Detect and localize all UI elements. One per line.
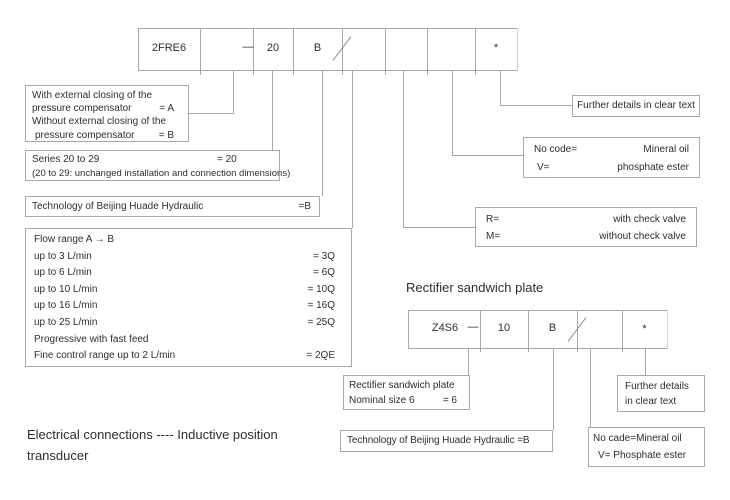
- rect-row-top-border: [408, 310, 667, 311]
- flow-label: up to 6 L/min: [34, 267, 92, 279]
- rect-oil-line: V= Phosphate ester: [598, 449, 687, 461]
- rect-plate-box: [343, 375, 470, 410]
- compensator-box: [25, 85, 189, 142]
- series-note: (20 to 29: unchanged installation and connection dimensions): [32, 168, 291, 179]
- main-row-top-border: [138, 28, 518, 29]
- main-code-tech-value: B: [313, 42, 322, 54]
- compensator-line: With external closing of the: [32, 90, 153, 101]
- connector-check-valve: [403, 227, 475, 228]
- flow-label: Progressive with fast feed: [34, 333, 149, 345]
- rect-plate-line: Rectifier sandwich plate: [349, 380, 455, 391]
- flow-code: = 10Q: [307, 283, 335, 295]
- flow-range-box: [25, 228, 352, 367]
- check-valve-box: [475, 207, 697, 247]
- rect-technology-text: Technology of Beijing Huade Hydraulic =B: [347, 435, 530, 446]
- flow-label: up to 10 L/min: [34, 283, 98, 295]
- rect-plate-line: Nominal size 6: [349, 395, 415, 406]
- connector-oil: [452, 71, 453, 155]
- connector-technology: [322, 71, 323, 196]
- connector-rect-details: [645, 349, 646, 375]
- flow-label: up to 16 L/min: [34, 300, 98, 312]
- connector-oil: [452, 155, 523, 156]
- main-code-separator: —: [242, 41, 254, 53]
- main-row-divider: [385, 28, 386, 75]
- rect-oil-line: No cade=Mineral oil: [593, 433, 682, 444]
- main-row-bottom-border: [138, 70, 518, 71]
- rect-row-divider: [577, 310, 578, 352]
- compensator-line: Without external closing of the: [32, 116, 166, 128]
- connector-rect-technology: [553, 349, 554, 430]
- compensator-code: = A: [159, 103, 174, 115]
- connector-check-valve: [403, 71, 404, 227]
- main-code-star: *: [493, 42, 499, 54]
- rect-oil-box: [588, 427, 705, 467]
- rect-code-star: *: [642, 323, 647, 335]
- flow-code: = 25Q: [307, 316, 335, 328]
- oil-code: V=: [537, 161, 550, 173]
- check-valve-code: M=: [486, 231, 501, 242]
- series-box: [25, 150, 291, 181]
- series-label: Series 20 to 29: [32, 154, 100, 165]
- check-valve-value: without check valve: [599, 231, 686, 242]
- main-row-divider: [200, 28, 201, 75]
- oil-type-box: [523, 137, 700, 178]
- further-details-box: [572, 95, 700, 117]
- flow-code: = 16Q: [307, 300, 335, 312]
- flow-code: = 6Q: [313, 267, 335, 279]
- technology-label: Technology of Beijing Huade Hydraulic: [32, 201, 204, 212]
- rect-code-separator: —: [467, 321, 479, 333]
- further-details-text: Further details in clear text: [577, 100, 695, 111]
- rectifier-section-title: Rectifier sandwich plate: [406, 280, 544, 295]
- rect-details-line: Further details: [625, 381, 689, 392]
- flow-label: up to 25 L/min: [34, 316, 98, 328]
- connector-rect-oil: [590, 349, 591, 427]
- electrical-connections-caption: [27, 424, 337, 466]
- check-valve-value: with check valve: [613, 214, 686, 225]
- main-code-model: 2FRE6: [151, 42, 187, 54]
- compensator-code: = B: [158, 129, 174, 141]
- rect-row-bottom-border: [408, 348, 667, 349]
- main-row-divider: [342, 28, 343, 75]
- flow-title: Flow range A → B: [34, 234, 115, 245]
- oil-code: No code=: [534, 144, 578, 155]
- rect-code-tech-value: B: [548, 322, 557, 334]
- connector-flow: [352, 71, 353, 228]
- connector-compensator: [233, 71, 234, 114]
- rect-details-line: in clear text: [625, 396, 677, 407]
- check-valve-code: R=: [486, 214, 500, 225]
- connector-compensator: [189, 113, 234, 114]
- series-code: = 20: [217, 154, 237, 165]
- technology-code: =B: [298, 201, 311, 212]
- compensator-line: pressure compensator: [32, 103, 132, 115]
- rect-details-box: [617, 375, 705, 412]
- rect-code-model: Z4S6: [431, 322, 459, 334]
- technology-box: [25, 196, 320, 217]
- rect-technology-box: [340, 430, 553, 452]
- connector-series: [272, 71, 273, 150]
- connector-details: [500, 71, 501, 105]
- connector-details: [500, 105, 572, 106]
- rect-row-right-border: [667, 310, 668, 349]
- caption-line: Electrical connections ---- Inductive position: [27, 427, 278, 442]
- flow-code: = 3Q: [313, 250, 335, 262]
- oil-value: phosphate ester: [617, 161, 689, 173]
- connector-rect-plate: [468, 349, 469, 375]
- rect-row-left-border: [408, 310, 409, 349]
- oil-value: Mineral oil: [643, 144, 689, 155]
- compensator-line: pressure compensator: [35, 129, 135, 141]
- caption-line: transducer: [27, 448, 89, 463]
- main-row-divider: [427, 28, 428, 75]
- flow-code: = 2QE: [306, 350, 335, 362]
- main-row-right-border: [517, 28, 518, 71]
- rect-code-size-value: 10: [497, 322, 511, 334]
- main-code-series-value: 20: [266, 42, 280, 54]
- flow-label: up to 3 L/min: [34, 250, 92, 262]
- flow-label: Fine control range up to 2 L/min: [34, 350, 176, 362]
- rect-plate-code: = 6: [442, 395, 457, 406]
